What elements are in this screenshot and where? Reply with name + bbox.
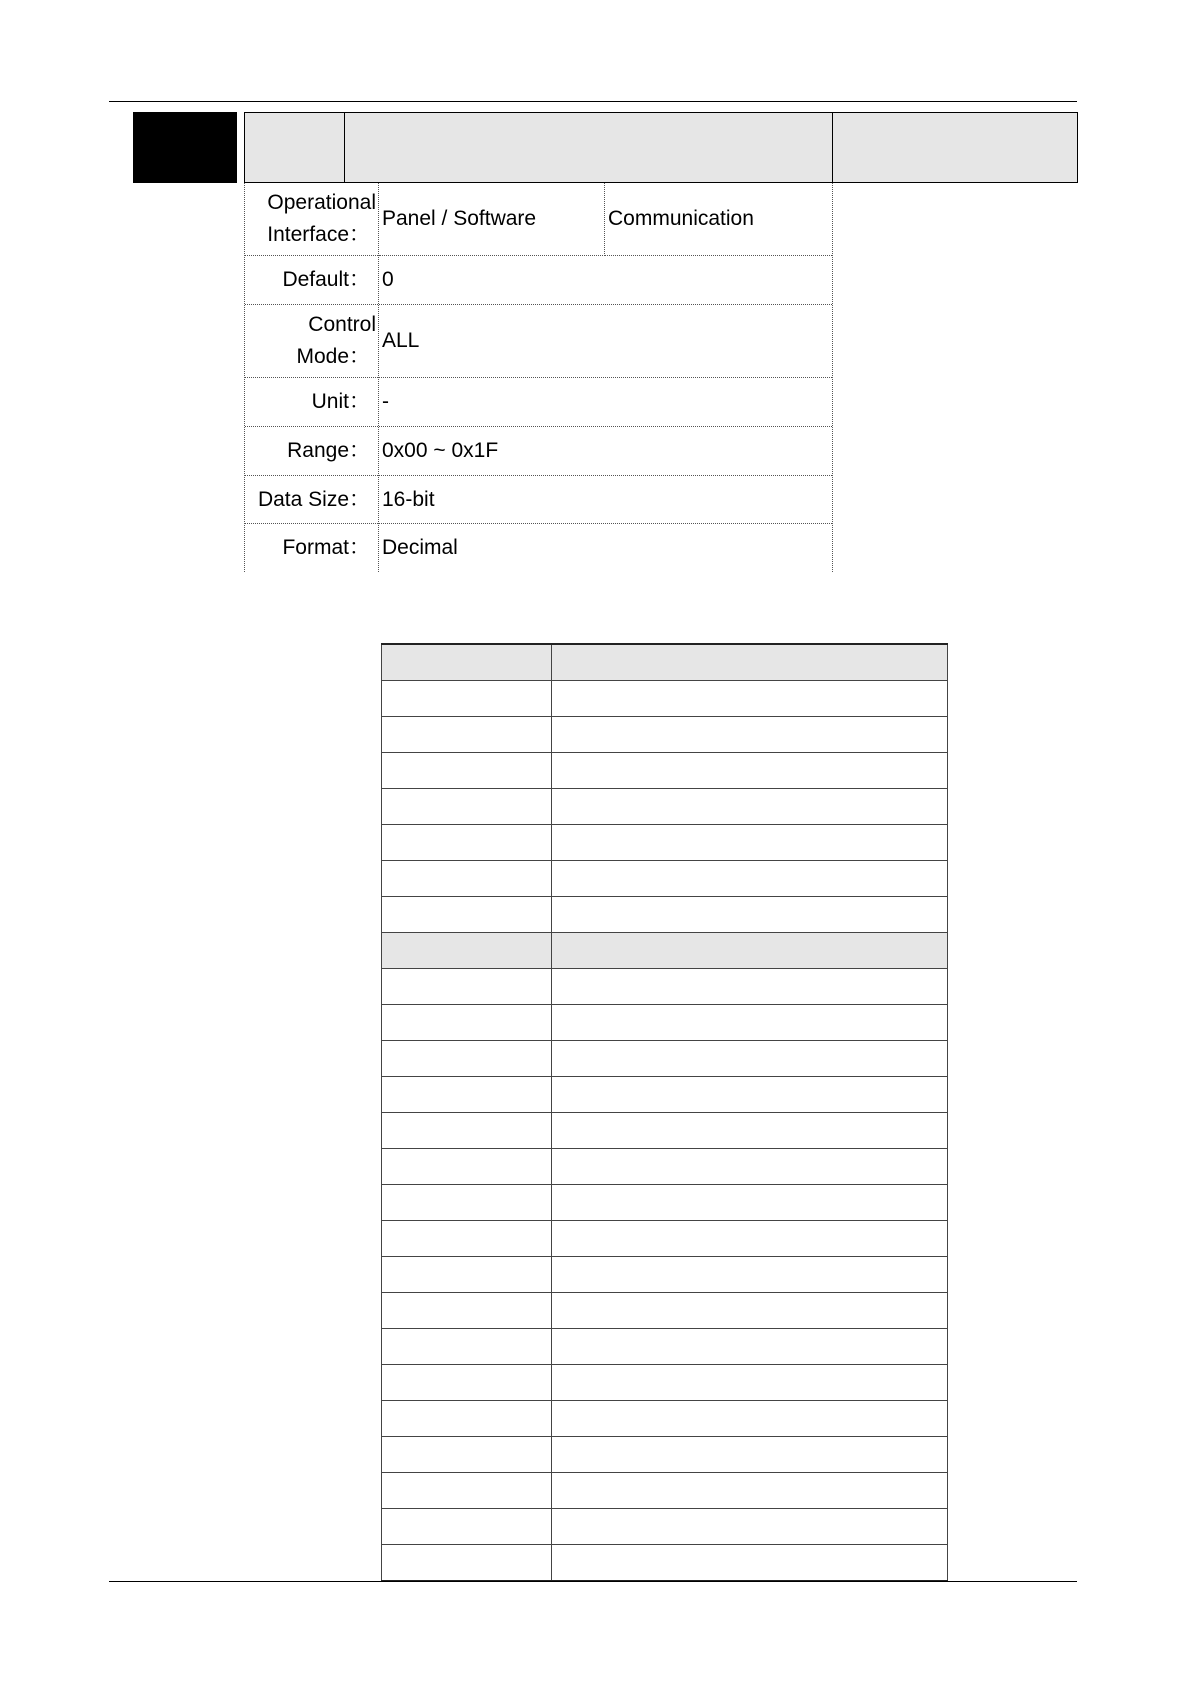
table-row — [382, 1113, 948, 1149]
control-mode-label-line1: Control — [308, 313, 376, 336]
table-cell-description — [552, 1185, 948, 1221]
table-cell-description — [552, 681, 948, 717]
table-cell-key — [382, 681, 552, 717]
table-cell-description — [552, 1509, 948, 1545]
param-right-border — [832, 183, 833, 572]
table-cell-description — [552, 1437, 948, 1473]
table-cell-key — [382, 1185, 552, 1221]
table-cell-key — [382, 1365, 552, 1401]
unit-value-text: - — [382, 390, 389, 413]
table-cell-key — [382, 897, 552, 933]
communication-text: Communication — [608, 207, 754, 230]
table-cell-description — [552, 1257, 948, 1293]
table-row — [382, 1077, 948, 1113]
table-cell-key — [382, 1293, 552, 1329]
table-row — [382, 1041, 948, 1077]
table-cell-description — [552, 717, 948, 753]
header-divider-1 — [344, 112, 345, 183]
unit-label — [245, 378, 378, 427]
table-row — [382, 681, 948, 717]
range-label — [245, 427, 378, 476]
table-cell-description — [552, 1113, 948, 1149]
header-divider-2 — [832, 112, 833, 183]
unit-label-text: Unit： — [311, 390, 370, 413]
unit-value — [379, 378, 832, 427]
range-label-text: Range： — [287, 439, 370, 462]
operational-interface-option-panel — [379, 183, 605, 256]
table-cell-description — [552, 1041, 948, 1077]
data-size-label — [245, 476, 378, 524]
table-cell-description — [552, 825, 948, 861]
data-size-value-text: 16-bit — [382, 487, 435, 511]
table-row — [382, 969, 948, 1005]
control-mode-value — [379, 305, 832, 378]
table-row — [382, 1437, 948, 1473]
data-size-label-text: Data Size： — [257, 487, 370, 511]
operational-interface-option-communication — [605, 183, 832, 256]
table-cell-key — [382, 1149, 552, 1185]
table-cell-description — [552, 1149, 948, 1185]
operational-interface-label — [245, 183, 378, 256]
top-rule — [109, 101, 1077, 102]
table-cell-key — [382, 969, 552, 1005]
format-label — [245, 524, 378, 572]
table-cell-key — [382, 1257, 552, 1293]
table-cell-key — [382, 1005, 552, 1041]
format-label-text: Format： — [282, 536, 370, 559]
default-value — [379, 256, 832, 305]
operational-interface-label-line1: Operational — [267, 191, 376, 214]
table-cell-key — [382, 753, 552, 789]
table-cell-key — [382, 1077, 552, 1113]
table-cell-key — [382, 1329, 552, 1365]
bottom-rule — [109, 1581, 1077, 1582]
bit-definition-table — [381, 643, 948, 1582]
format-value-text: Decimal — [382, 536, 458, 559]
table-row — [382, 1401, 948, 1437]
default-value-text: 0 — [382, 268, 394, 291]
table-row — [382, 644, 948, 681]
table-cell-description — [552, 1473, 948, 1509]
table-row — [382, 1221, 948, 1257]
table-cell-description — [552, 933, 948, 969]
table-cell-key — [382, 1473, 552, 1509]
table-cell-key — [382, 1401, 552, 1437]
range-value — [379, 427, 832, 476]
table-row — [382, 1149, 948, 1185]
table-row — [382, 1365, 948, 1401]
table-cell-description — [552, 1545, 948, 1582]
section-tab-block — [133, 112, 237, 183]
operational-interface-label-line2: Interface： — [267, 223, 370, 246]
table-cell-key — [382, 1113, 552, 1149]
table-cell-description — [552, 1077, 948, 1113]
table-row — [382, 1329, 948, 1365]
table-row — [382, 861, 948, 897]
default-label — [245, 256, 378, 305]
table-row — [382, 1185, 948, 1221]
bit-definition-table-body — [382, 644, 948, 1581]
table-cell-key — [382, 1041, 552, 1077]
table-cell-key — [382, 717, 552, 753]
table-row — [382, 933, 948, 969]
table-row — [382, 1545, 948, 1582]
table-cell-key — [382, 933, 552, 969]
table-cell-key — [382, 1437, 552, 1473]
table-cell-description — [552, 861, 948, 897]
parameter-header-box — [244, 112, 1078, 183]
table-cell-description — [552, 753, 948, 789]
table-cell-description — [552, 1401, 948, 1437]
table-cell-description — [552, 1293, 948, 1329]
table-cell-description — [552, 969, 948, 1005]
table-cell-key — [382, 644, 552, 681]
table-row — [382, 1473, 948, 1509]
table-cell-description — [552, 1365, 948, 1401]
table-cell-key — [382, 825, 552, 861]
table-cell-description — [552, 897, 948, 933]
table-row — [382, 897, 948, 933]
range-value-text: 0x00 ~ 0x1F — [382, 439, 499, 462]
table-cell-key — [382, 789, 552, 825]
table-cell-description — [552, 1329, 948, 1365]
table-cell-description — [552, 1005, 948, 1041]
default-label-text: Default： — [282, 268, 370, 291]
format-value — [379, 524, 832, 572]
table-cell-key — [382, 1509, 552, 1545]
table-cell-description — [552, 789, 948, 825]
table-row — [382, 1509, 948, 1545]
table-cell-key — [382, 1545, 552, 1582]
table-row — [382, 789, 948, 825]
panel-software-text: Panel / Software — [382, 207, 537, 230]
table-cell-description — [552, 644, 948, 681]
control-mode-label-line2: Mode： — [296, 345, 370, 368]
table-row — [382, 1005, 948, 1041]
table-row — [382, 753, 948, 789]
table-row — [382, 717, 948, 753]
data-size-value — [379, 476, 832, 524]
table-row — [382, 825, 948, 861]
table-cell-key — [382, 1221, 552, 1257]
table-cell-description — [552, 1221, 948, 1257]
table-row — [382, 1293, 948, 1329]
control-mode-value-text: ALL — [382, 329, 420, 352]
table-row — [382, 1257, 948, 1293]
control-mode-label — [245, 305, 378, 378]
table-cell-key — [382, 861, 552, 897]
